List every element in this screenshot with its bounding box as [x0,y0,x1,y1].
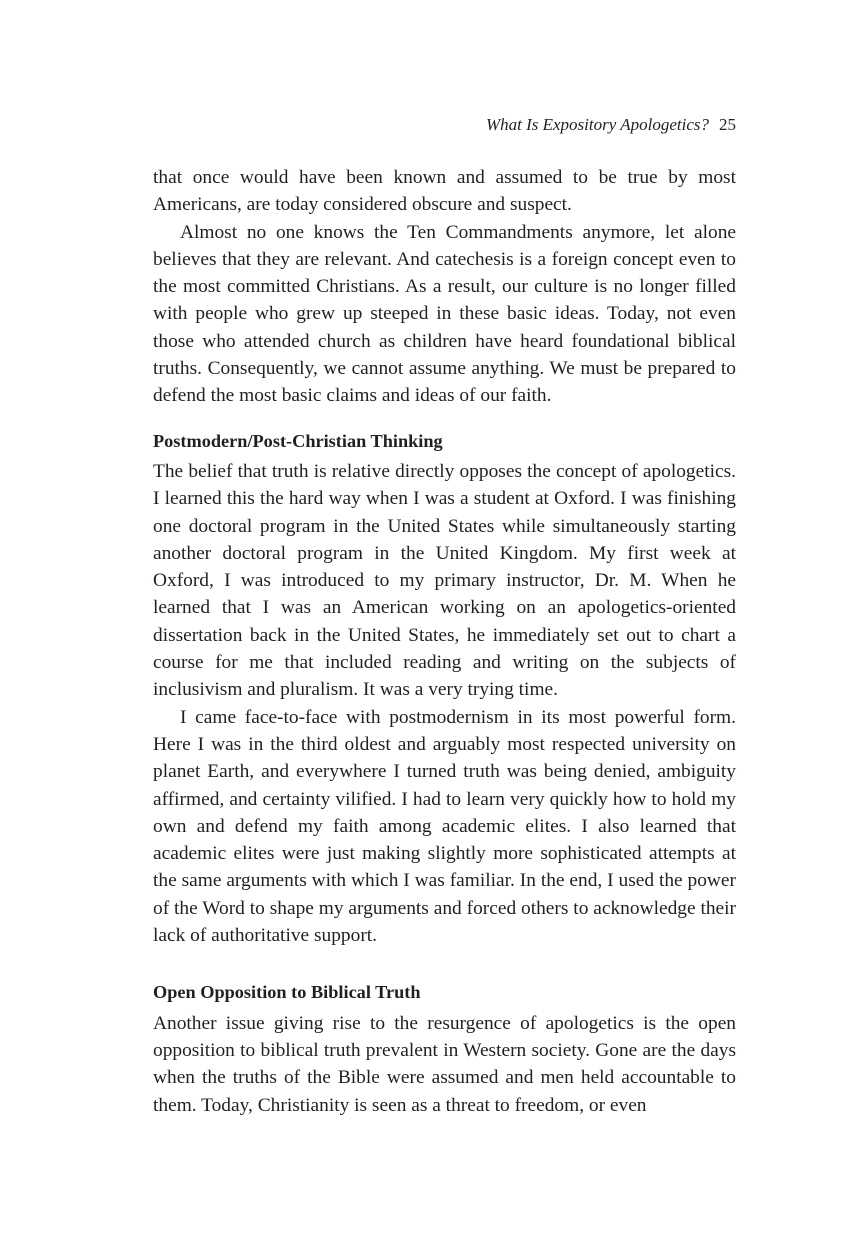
paragraph: Another issue giving rise to the resurgence of apologetics is the open opposition to biblical truth prevalent in Western society. Gone are the days when the truths of the Bible were assumed and men held accountable to them. Today, Christianity is seen as a threat to freedom, or even [153,1012,736,1116]
running-head-title: What Is Expository Apologetics? [485,115,709,134]
page-number: 25 [719,115,736,134]
section-heading-open-opposition: Open Opposition to Biblical Truth [153,982,421,1003]
paragraph: I came face-to-face with postmodernism in its most powerful form. Here I was in the third oldest and arguably most respected university on planet Earth, and everywhere I turned truth was being denied, ambiguity affirmed, and certainty vilified. I had to learn very quickly how to hold my own and defend my faith among academic elites. I also learned that academic elites were just making slightly more sophisticated attempts at the same arguments with which I was familiar. In the end, I used the power of the Word to shape my arguments and forced others to acknowledge their lack of authoritative support. [153,706,736,947]
section-heading-postmodern: Postmodern/Post-Christian Thinking [153,430,443,451]
paragraph-continued: that once would have been known and assumed to be true by most Americans, are today considered obscure and suspect. [153,167,736,216]
paragraph: Almost no one knows the Ten Commandments anymore, let alone believes that they are relevant. And catechesis is a foreign concept even to the most committed Christians. As a result, our culture is no longer filled with people who grew up steeped in these basic ideas. Today, not even those who attended church as children have heard foundational biblical truths. Consequently, we cannot assume anything. We must be prepared to defend the most basic claims and ideas of our faith. [153,221,736,407]
running-head [486,114,736,136]
body-text [153,164,736,1119]
paragraph: The belief that truth is relative directly opposes the concept of apologetics. I learned this the hard way when I was a student at Oxford. I was finishing one doctoral program in the United States while simultaneously starting another doctoral program in the United Kingdom. My first week at Oxford, I was introduced to my primary instructor, Dr. M. When he learned that I was an American working on an apologetics-oriented dissertation back in the United States, he immediately set out to chart a course for me that included reading and writing on the subjects of inclusivism and pluralism. It was a very trying time. [153,460,736,701]
